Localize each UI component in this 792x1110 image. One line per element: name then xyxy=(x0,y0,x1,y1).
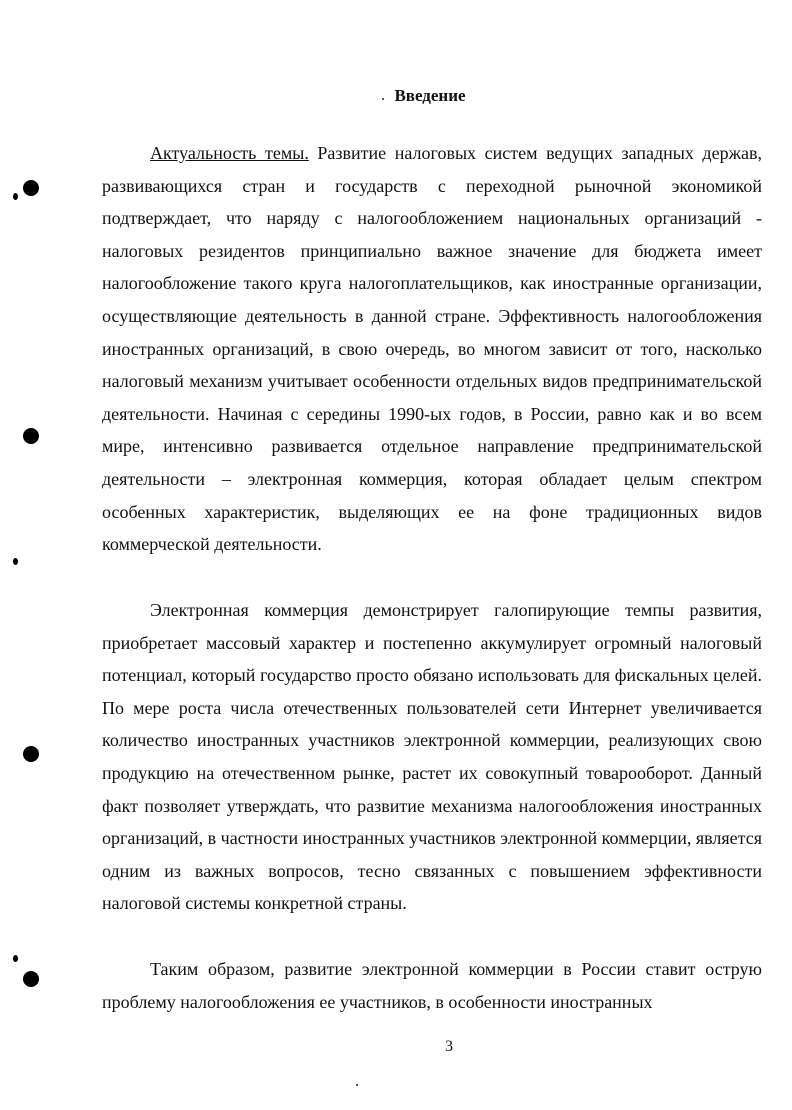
scan-speck-icon xyxy=(356,1084,358,1086)
paragraph-lead: Актуальность темы. xyxy=(150,143,309,163)
paragraph-3 xyxy=(102,953,762,1018)
paragraph-2 xyxy=(102,594,762,920)
scan-mark-icon xyxy=(13,955,18,962)
page-number: 3 xyxy=(445,1038,453,1055)
binder-hole-icon xyxy=(23,428,39,444)
binder-hole-icon xyxy=(23,746,39,762)
paragraph-text: Развитие налоговых систем ведущих западных держав, развивающихся стран и государств с переходной рыночной экономикой подтверждает, что наряду с налогообложением национальных организаций - налоговых резидентов принципиально важное значение для бюджета имеет налогообложение такого круга налогоплательщиков, как иностранные организации, осуществляющие деятельность в данной стране. Эффективность налогообложения иностранных организаций, в свою очередь, во многом зависит от того, насколько налоговый механизм учитывает особенности отдельных видов предпринимательской деятельности. Начиная с середины 1990-ых годов, в России, равно как и во всем мире, интенсивно развивается отдельное направление предпринимательской деятельности – электронная коммерция, которая обладает целым спектром особенных характеристик, выделяющих ее на фоне традиционных видов коммерческой деятельности. xyxy=(102,143,762,555)
scan-mark-icon xyxy=(13,558,18,565)
binder-hole-icon xyxy=(23,971,39,987)
paragraph-text: Электронная коммерция демонстрирует галопирующие темпы развития, приобретает массовый характер и постепенно аккумулирует огромный налоговый потенциал, который государство просто обязано использовать для фискальных целей. По мере роста числа отечественных пользователей сети Интернет увеличивается количество иностранных участников электронной коммерции, реализующих свою продукцию на отечественном рынке, растет их совокупный товарооборот. Данный факт позволяет утверждать, что развитие механизма налогообложения иностранных организаций, в частности иностранных участников электронной коммерции, является одним из важных вопросов, тесно связанных с повышением эффективности налоговой системы конкретной страны. xyxy=(102,600,762,914)
paragraph-1 xyxy=(102,137,762,561)
scan-mark-icon xyxy=(13,193,18,200)
page-title: Введение xyxy=(394,86,466,105)
paragraph-text: Таким образом, развитие электронной коммерции в России ставит острую проблему налогообложения ее участников, в особенности иностранных xyxy=(102,959,762,1012)
binder-hole-icon xyxy=(23,180,39,196)
